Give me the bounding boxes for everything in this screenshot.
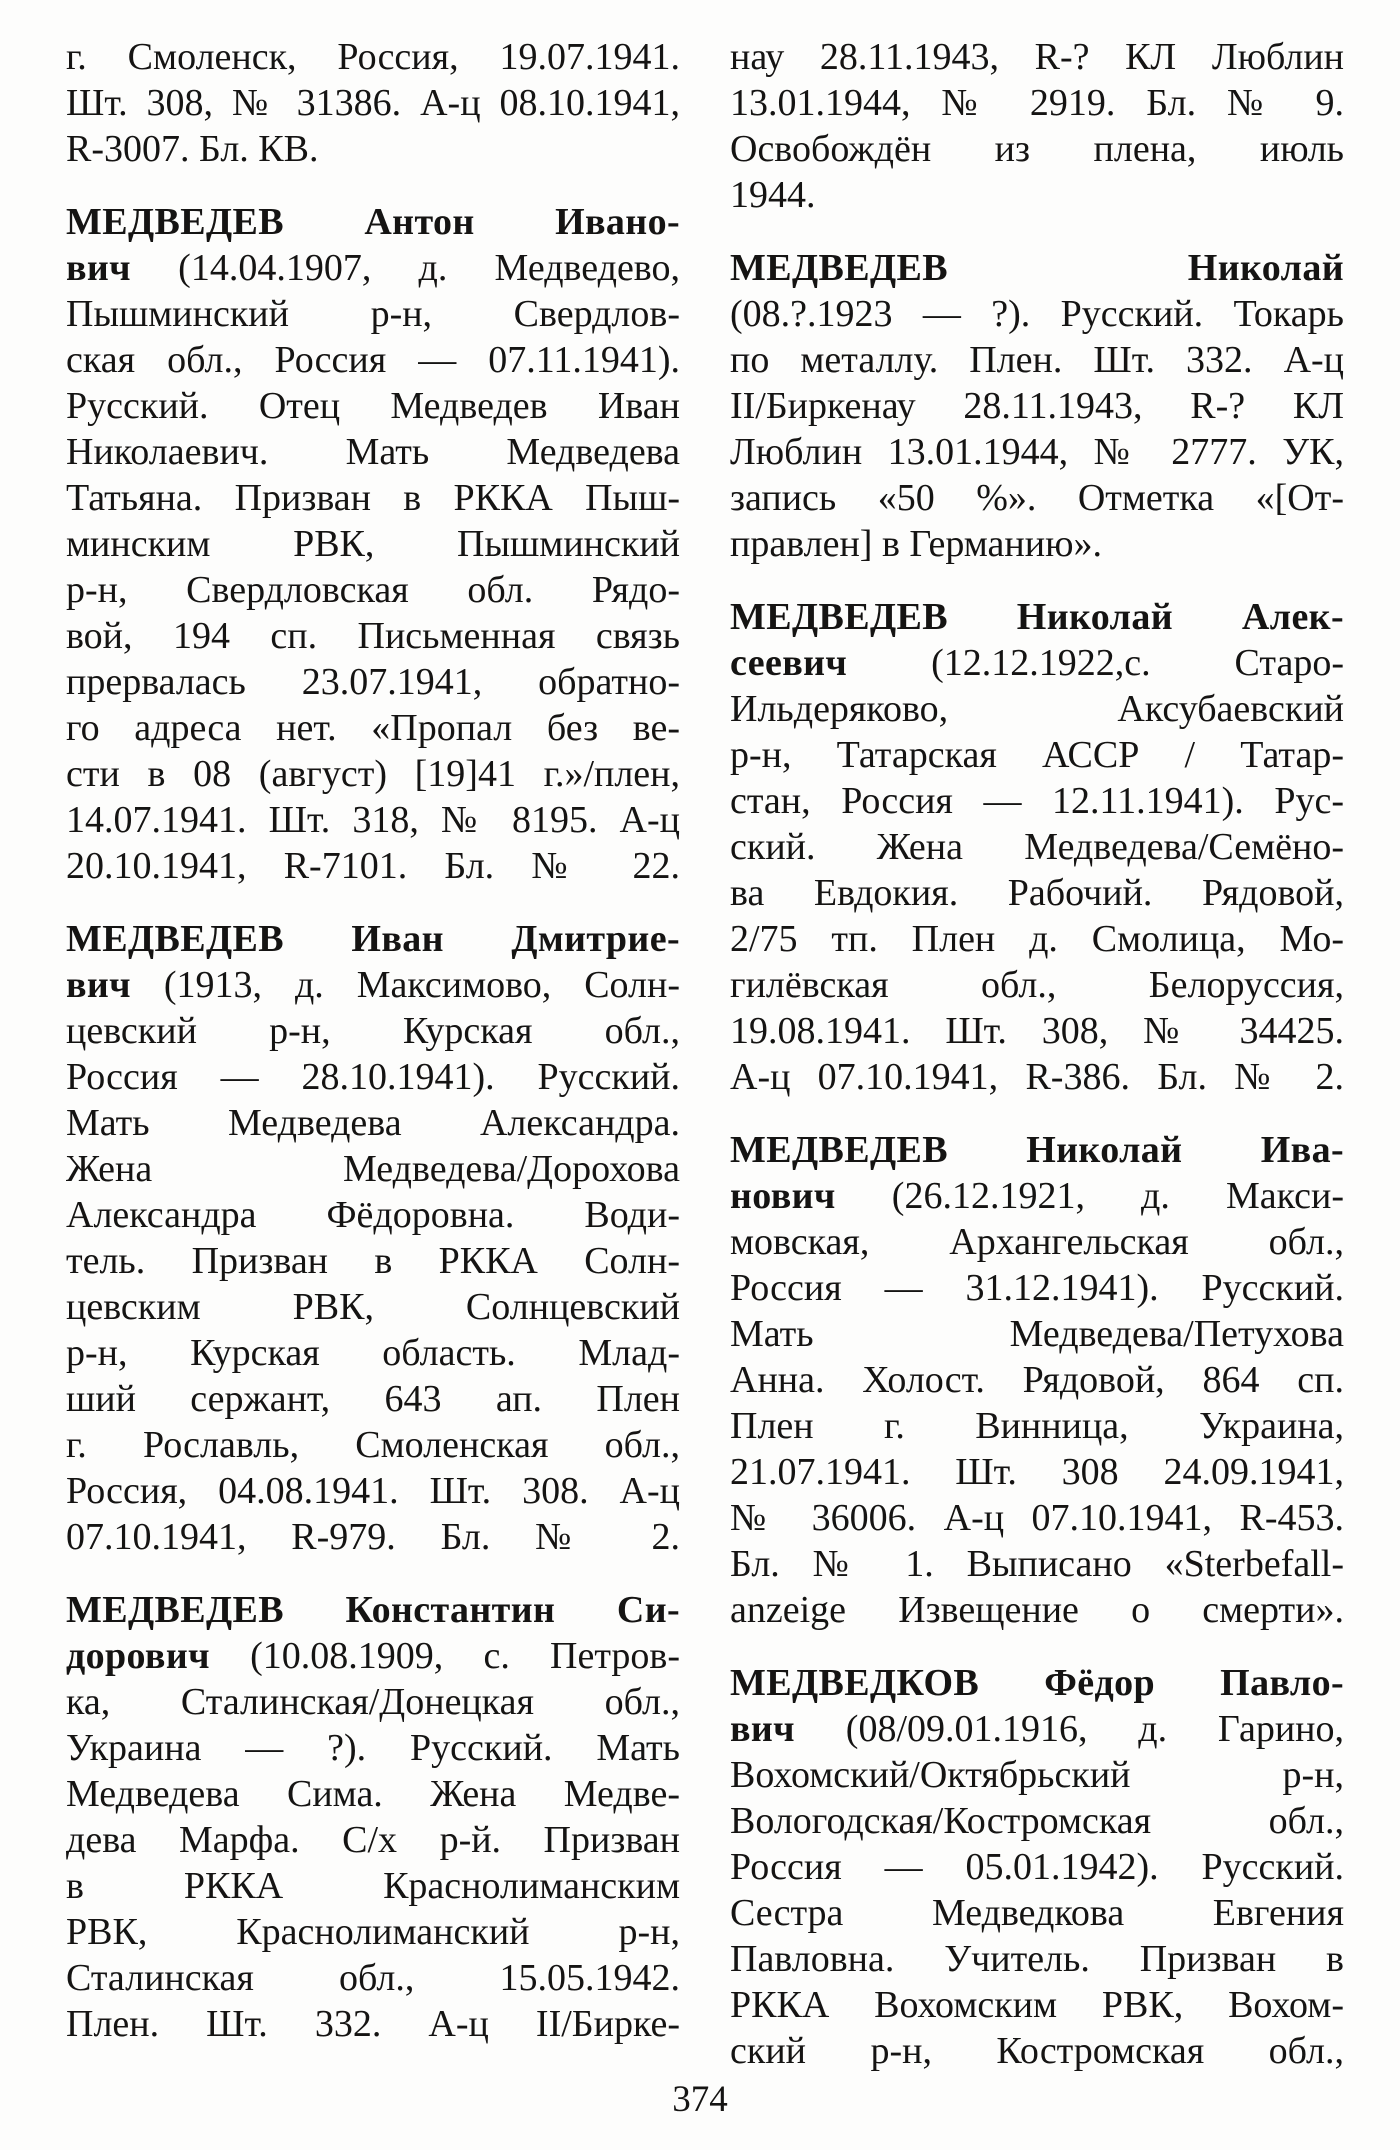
- text-line: [730, 80, 1344, 126]
- text-line: [730, 1844, 1344, 1890]
- entry-text: по металлу. Плен. Шт. 332. А-ц: [730, 339, 1344, 381]
- text-line: [66, 1100, 680, 1146]
- entry-text: Мать Медведева Александра.: [66, 1102, 680, 1144]
- text-line: [66, 475, 680, 521]
- text-line: [66, 843, 680, 889]
- text-line: [66, 1146, 680, 1192]
- entry-text: Плен. Шт. 332. А-ц II/Бирке-: [66, 2003, 680, 2045]
- entry-text: (12.12.1922,с. Старо-: [847, 642, 1344, 684]
- entry-text: ская обл., Россия — 07.11.1941).: [66, 339, 680, 381]
- text-line: [730, 686, 1344, 732]
- entry-text: 21.07.1941. Шт. 308 24.09.1941,: [730, 1451, 1344, 1493]
- entry-text: в РККА Краснолиманским: [66, 1865, 680, 1907]
- entry-text: г. Смоленск, Россия, 19.07.1941.: [66, 36, 680, 78]
- text-column-right: [730, 34, 1344, 2074]
- text-line: [66, 291, 680, 337]
- entry-text: Александра Фёдоровна. Води-: [66, 1194, 680, 1236]
- text-line: [66, 1008, 680, 1054]
- text-line: [66, 916, 680, 962]
- entry-paragraph: [66, 199, 680, 889]
- entry-name-bold: МЕДВЕДКОВ Фёдор Павло-: [730, 1662, 1344, 1704]
- text-line: [66, 1514, 680, 1560]
- entry-text: 20.10.1941, R-7101. Бл. № 22.: [66, 845, 680, 887]
- text-line: [730, 383, 1344, 429]
- text-line: [66, 962, 680, 1008]
- text-line: [66, 429, 680, 475]
- entry-text: Россия, 04.08.1941. Шт. 308. А-ц: [66, 1470, 680, 1512]
- text-line: [66, 80, 680, 126]
- text-line: [66, 567, 680, 613]
- text-line: [66, 1633, 680, 1679]
- text-line: [66, 1376, 680, 1422]
- text-line: [730, 1357, 1344, 1403]
- entry-name-bold: МЕДВЕДЕВ Константин Си-: [66, 1589, 680, 1631]
- text-line: [730, 1495, 1344, 1541]
- entry-text: (08.?.1923 — ?). Русский. Токарь: [730, 293, 1344, 335]
- entry-text: R-3007. Бл. КВ.: [66, 128, 319, 170]
- text-line: [730, 1449, 1344, 1495]
- entry-text: Украина — ?). Русский. Мать: [66, 1727, 680, 1769]
- text-line: [66, 1909, 680, 1955]
- text-line: [66, 751, 680, 797]
- entry-name-bold: дорович: [66, 1635, 210, 1677]
- entry-name-bold: сеевич: [730, 642, 848, 684]
- entry-text: ва Евдокия. Рабочий. Рядовой,: [730, 872, 1344, 914]
- text-line: [66, 1679, 680, 1725]
- text-line: [730, 640, 1344, 686]
- entry-text: мовская, Архангельская обл.,: [730, 1221, 1344, 1263]
- entry-text: (08/09.01.1916, д. Гарино,: [795, 1708, 1344, 1750]
- text-line: [66, 797, 680, 843]
- text-line: [730, 1311, 1344, 1357]
- entry-text: Мать Медведева/Петухова: [730, 1313, 1344, 1355]
- entry-paragraph: [730, 245, 1344, 567]
- continuation-paragraph: [66, 34, 680, 172]
- text-line: [730, 1798, 1344, 1844]
- entry-text: Бл. № 1. Выписано «Sterbefall-: [730, 1543, 1344, 1585]
- text-line: [66, 2001, 680, 2047]
- continuation-paragraph: [730, 34, 1344, 218]
- entry-name-bold: вич: [66, 247, 131, 289]
- text-line: [66, 521, 680, 567]
- entry-text: 19.08.1941. Шт. 308, № 34425.: [730, 1010, 1344, 1052]
- entry-name-bold: МЕДВЕДЕВ Николай: [730, 247, 1344, 289]
- entry-text: прервалась 23.07.1941, обратно-: [66, 661, 680, 703]
- entry-text: р-н, Татарская АССР / Татар-: [730, 734, 1344, 776]
- entry-text: минским РВК, Пышминский: [66, 523, 680, 565]
- text-line: [730, 172, 1344, 218]
- text-line: [66, 126, 680, 172]
- entry-text: Вологодская/Костромская обл.,: [730, 1800, 1344, 1842]
- text-line: [730, 1173, 1344, 1219]
- entry-name-bold: вич: [730, 1708, 795, 1750]
- text-line: [730, 1127, 1344, 1173]
- text-line: [730, 1587, 1344, 1633]
- text-line: [730, 1890, 1344, 1936]
- entry-text: № 36006. А-ц 07.10.1941, R-453.: [730, 1497, 1344, 1539]
- text-line: [66, 1955, 680, 2001]
- text-line: [66, 1863, 680, 1909]
- entry-text: Шт. 308, № 31386. А-ц 08.10.1941,: [66, 82, 680, 124]
- entry-text: (10.08.1909, с. Петров-: [209, 1635, 680, 1677]
- text-line: [730, 1265, 1344, 1311]
- text-line: [730, 337, 1344, 383]
- entry-paragraph: [730, 594, 1344, 1100]
- text-line: [66, 383, 680, 429]
- text-column-left: [66, 34, 680, 2047]
- entry-text: А-ц 07.10.1941, R-386. Бл. № 2.: [730, 1056, 1344, 1098]
- text-line: [730, 1982, 1344, 2028]
- entry-text: Сталинская обл., 15.05.1942.: [66, 1957, 680, 1999]
- entry-text: 07.10.1941, R-979. Бл. № 2.: [66, 1516, 680, 1558]
- entry-text: ский р-н, Костромская обл.,: [730, 2030, 1344, 2072]
- entry-name-bold: нович: [730, 1175, 836, 1217]
- entry-text: Россия — 31.12.1941). Русский.: [730, 1267, 1344, 1309]
- entry-text: запись «50 %». Отметка «[От-: [730, 477, 1344, 519]
- entry-text: го адреса нет. «Пропал без ве-: [66, 707, 680, 749]
- text-line: [730, 429, 1344, 475]
- text-line: [66, 1725, 680, 1771]
- text-line: [730, 291, 1344, 337]
- entry-text: ший сержант, 643 ап. Плен: [66, 1378, 680, 1420]
- entry-name-bold: МЕДВЕДЕВ Иван Дмитрие-: [66, 918, 680, 960]
- text-line: [730, 1936, 1344, 1982]
- text-line: [730, 521, 1344, 567]
- text-line: [730, 824, 1344, 870]
- text-line: [730, 1752, 1344, 1798]
- entry-text: 1944.: [730, 174, 816, 216]
- text-line: [66, 1468, 680, 1514]
- entry-text: Медведева Сима. Жена Медве-: [66, 1773, 680, 1815]
- entry-paragraph: [66, 1587, 680, 2047]
- entry-text: нау 28.11.1943, R-? КЛ Люблин: [730, 36, 1344, 78]
- text-line: [730, 1219, 1344, 1265]
- entry-text: тель. Призван в РККА Солн-: [66, 1240, 680, 1282]
- text-line: [66, 337, 680, 383]
- text-line: [730, 1403, 1344, 1449]
- text-line: [730, 870, 1344, 916]
- text-line: [730, 245, 1344, 291]
- entry-text: Сестра Медведкова Евгения: [730, 1892, 1344, 1934]
- entry-name-bold: МЕДВЕДЕВ Антон Ивано-: [66, 201, 680, 243]
- entry-text: Освобождён из плена, июль: [730, 128, 1344, 170]
- text-line: [730, 916, 1344, 962]
- entry-text: Плен г. Винница, Украина,: [730, 1405, 1344, 1447]
- entry-text: anzeige Извещение о смерти».: [730, 1589, 1344, 1631]
- entry-paragraph: [730, 1127, 1344, 1633]
- text-line: [730, 1706, 1344, 1752]
- entry-text: (14.04.1907, д. Медведево,: [131, 247, 680, 289]
- entry-text: Анна. Холост. Рядовой, 864 сп.: [730, 1359, 1344, 1401]
- entry-text: (1913, д. Максимово, Солн-: [131, 964, 680, 1006]
- entry-text: (26.12.1921, д. Макси-: [835, 1175, 1344, 1217]
- entry-text: 13.01.1944, № 2919. Бл. № 9.: [730, 82, 1344, 124]
- text-line: [730, 475, 1344, 521]
- text-line: [66, 1771, 680, 1817]
- entry-text: Жена Медведева/Дорохова: [66, 1148, 680, 1190]
- entry-text: Россия — 28.10.1941). Русский.: [66, 1056, 680, 1098]
- page-number: 374: [672, 2079, 728, 2120]
- entry-text: Русский. Отец Медведев Иван: [66, 385, 680, 427]
- entry-text: РККА Вохомским РВК, Вохом-: [730, 1984, 1344, 2026]
- entry-text: 14.07.1941. Шт. 318, № 8195. А-ц: [66, 799, 680, 841]
- entry-text: Люблин 13.01.1944, № 2777. УК,: [730, 431, 1344, 473]
- text-line: [730, 594, 1344, 640]
- entry-paragraph: [730, 1660, 1344, 2074]
- entry-text: Николаевич. Мать Медведева: [66, 431, 680, 473]
- entry-text: р-н, Свердловская обл. Рядо-: [66, 569, 680, 611]
- text-line: [730, 962, 1344, 1008]
- entry-paragraph: [66, 916, 680, 1560]
- entry-text: Татьяна. Призван в РККА Пыш-: [66, 477, 680, 519]
- entry-text: вой, 194 сп. Письменная связь: [66, 615, 680, 657]
- text-line: [730, 1054, 1344, 1100]
- entry-text: 2/75 тп. Плен д. Смолица, Мо-: [730, 918, 1344, 960]
- entry-text: цевским РВК, Солнцевский: [66, 1286, 680, 1328]
- text-line: [730, 34, 1344, 80]
- entry-text: Ильдеряково, Аксубаевский: [730, 688, 1344, 730]
- text-line: [66, 1330, 680, 1376]
- entry-text: ский. Жена Медведева/Семёно-: [730, 826, 1344, 868]
- text-line: [66, 1192, 680, 1238]
- entry-text: правлен] в Германию».: [730, 523, 1102, 565]
- entry-text: цевский р-н, Курская обл.,: [66, 1010, 680, 1052]
- text-line: [730, 778, 1344, 824]
- text-line: [66, 1054, 680, 1100]
- text-line: [730, 1541, 1344, 1587]
- entry-name-bold: вич: [66, 964, 131, 1006]
- entry-text: гилёвская обл., Белоруссия,: [730, 964, 1344, 1006]
- text-line: [66, 705, 680, 751]
- entry-name-bold: МЕДВЕДЕВ Николай Алек-: [730, 596, 1344, 638]
- text-line: [730, 732, 1344, 778]
- text-line: [730, 126, 1344, 172]
- entry-text: Россия — 05.01.1942). Русский.: [730, 1846, 1344, 1888]
- text-line: [66, 199, 680, 245]
- text-line: [66, 1422, 680, 1468]
- entry-text: дева Марфа. С/х р-й. Призван: [66, 1819, 680, 1861]
- entry-text: сти в 08 (август) [19]41 г.»/плен,: [66, 753, 680, 795]
- text-line: [66, 1238, 680, 1284]
- entry-text: р-н, Курская область. Млад-: [66, 1332, 680, 1374]
- entry-text: II/Биркенау 28.11.1943, R-? КЛ: [730, 385, 1344, 427]
- text-line: [66, 1284, 680, 1330]
- entry-text: Павловна. Учитель. Призван в: [730, 1938, 1344, 1980]
- entry-name-bold: МЕДВЕДЕВ Николай Ива-: [730, 1129, 1344, 1171]
- entry-text: Вохомский/Октябрьский р-н,: [730, 1754, 1344, 1796]
- text-line: [66, 1587, 680, 1633]
- entry-text: Пышминский р-н, Свердлов-: [66, 293, 680, 335]
- text-line: [66, 245, 680, 291]
- text-line: [66, 1817, 680, 1863]
- entry-text: г. Рославль, Смоленская обл.,: [66, 1424, 680, 1466]
- text-line: [66, 613, 680, 659]
- text-line: [66, 34, 680, 80]
- entry-text: ка, Сталинская/Донецкая обл.,: [66, 1681, 680, 1723]
- text-line: [730, 1660, 1344, 1706]
- text-line: [66, 659, 680, 705]
- entry-text: РВК, Краснолиманский р-н,: [66, 1911, 680, 1953]
- entry-text: стан, Россия — 12.11.1941). Рус-: [730, 780, 1344, 822]
- text-line: [730, 1008, 1344, 1054]
- text-line: [730, 2028, 1344, 2074]
